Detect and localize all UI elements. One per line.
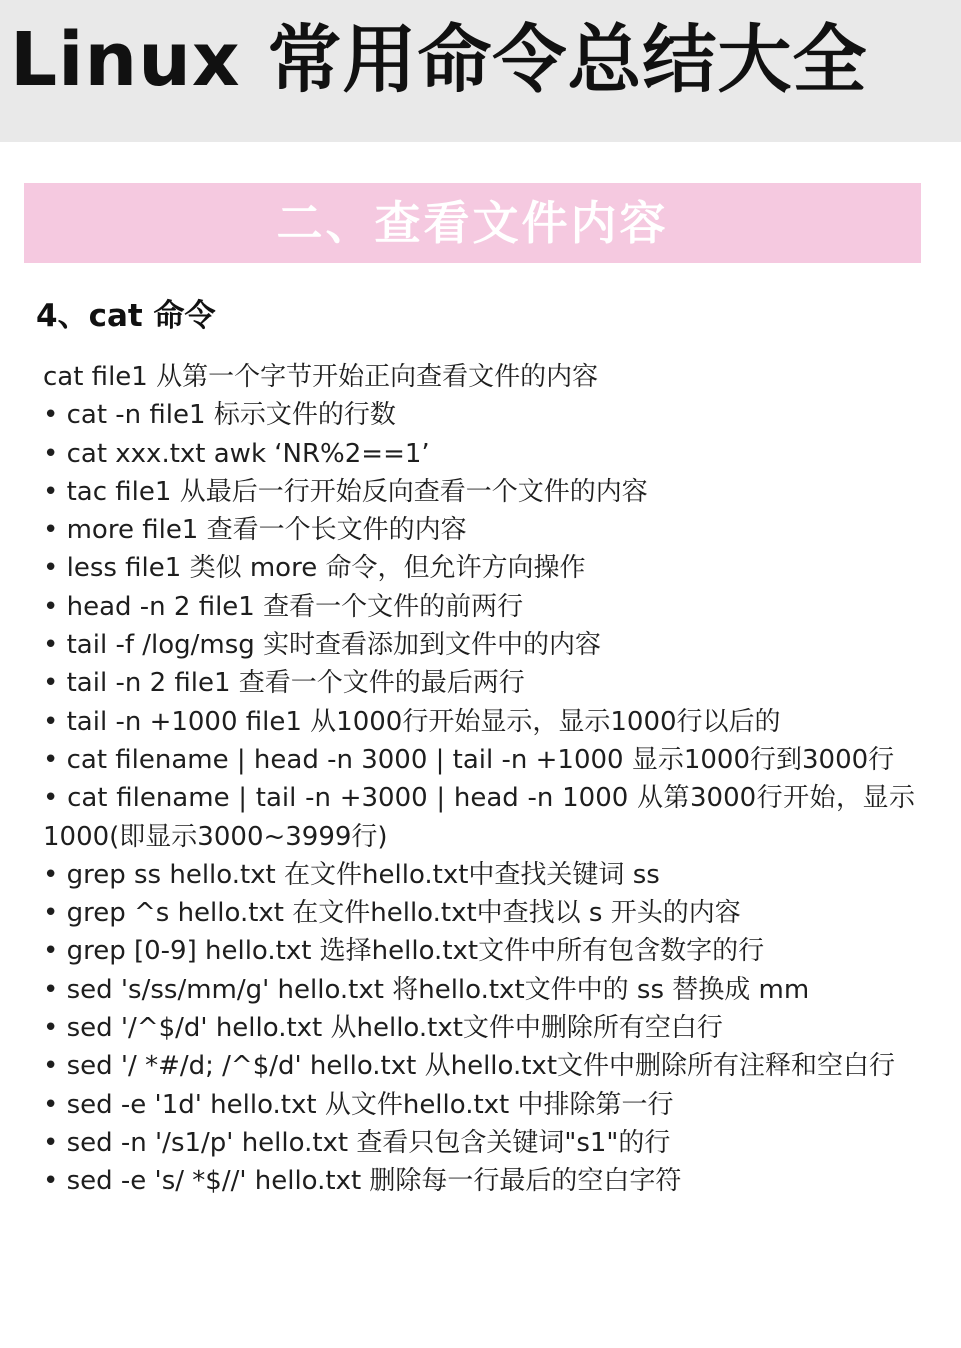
page-title: Linux 常用命令总结大全 (10, 17, 868, 103)
command-item: • sed '/ *#/d; /^$/d' hello.txt 从hello.txt文件中删除所有注释和空白行 (43, 1051, 896, 1082)
section-banner (24, 183, 921, 263)
subsection-heading: 4、cat 命令 (36, 298, 216, 334)
command-item: • tac file1 从最后一行开始反向查看一个文件的内容 (43, 476, 648, 507)
command-item: • grep [0-9] hello.txt 选择hello.txt文件中所有包含数字的行 (43, 936, 765, 967)
command-item: • head -n 2 file1 查看一个文件的前两行 (43, 591, 524, 622)
command-item: • less file1 类似 more 命令，但允许方向操作 (43, 553, 586, 584)
command-item: • more file1 查看一个长文件的内容 (43, 515, 467, 546)
command-item: • sed -e 's/ *$//' hello.txt 删除每一行最后的空白字符 (43, 1166, 682, 1197)
command-item: • tail -n +1000 file1 从1000行开始显示，显示1000行以后的 (43, 706, 781, 737)
command-item: • cat xxx.txt awk ‘NR%2==1’ (43, 438, 430, 469)
command-item: • cat filename | head -n 3000 | tail -n +1000 显示1000行到3000行 (43, 744, 895, 775)
command-list (43, 358, 915, 1201)
command-item: • tail -n 2 file1 查看一个文件的最后两行 (43, 668, 525, 699)
command-item: • grep ^s hello.txt 在文件hello.txt中查找以 s 开头的内容 (43, 898, 741, 929)
command-item: • sed -n '/s1/p' hello.txt 查看只包含关键词"s1"的行 (43, 1127, 671, 1158)
command-item: • cat -n file1 标示文件的行数 (43, 400, 396, 431)
command-item: • tail -f /log/msg 实时查看添加到文件中的内容 (43, 630, 602, 661)
command-item: • grep ss hello.txt 在文件hello.txt中查找关键词 ss (43, 859, 660, 890)
command-item: • sed -e '1d' hello.txt 从文件hello.txt 中排除第一行 (43, 1089, 674, 1120)
command-item: cat file1 从第一个字节开始正向查看文件的内容 (43, 362, 599, 392)
title-band (0, 0, 961, 142)
command-item: • cat filename | tail -n +3000 | head -n 1000 从第3000行开始，显示1000(即显示3000~3999行) (43, 783, 915, 852)
command-item: • sed 's/ss/mm/g' hello.txt 将hello.txt文件中的 ss 替换成 mm (43, 974, 810, 1005)
section-title: 二、查看文件内容 (276, 196, 669, 250)
command-item: • sed '/^$/d' hello.txt 从hello.txt文件中删除所有空白行 (43, 1013, 723, 1044)
